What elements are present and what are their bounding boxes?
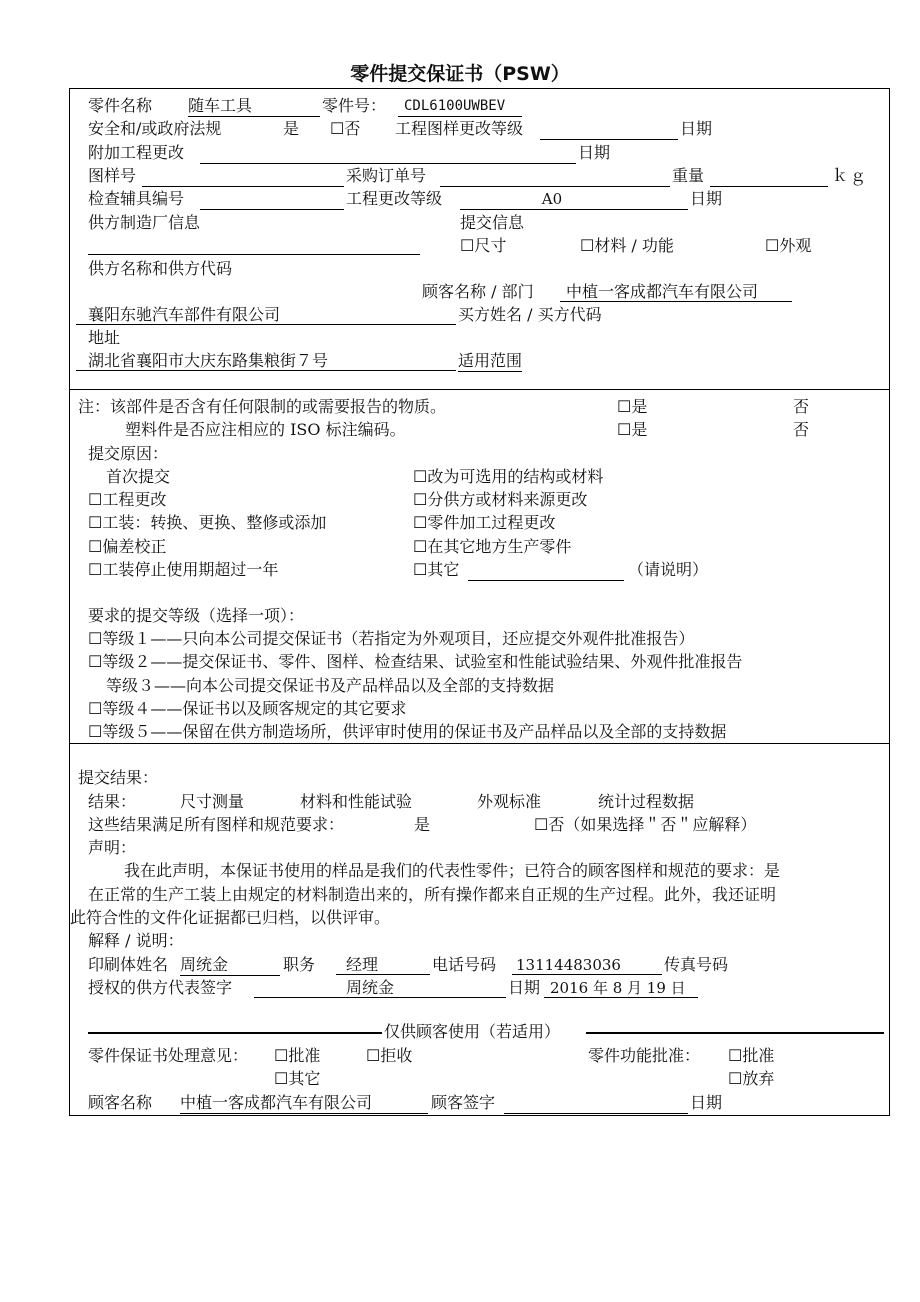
result-label: 结果： [88,792,137,811]
declaration-line-2: 在正常的生产工装上由规定的材料制造出来的，所有操作都来自正规的生产过程。此外，我还证明 [88,885,777,904]
part-name-label: 零件名称 [88,96,153,115]
note-iso-no[interactable]: 否 [793,420,810,439]
disposition-other-checkbox[interactable]: ☐其它 [274,1069,321,1088]
function-approve-checkbox[interactable]: ☐批准 [728,1046,775,1065]
reason-initial[interactable]: 首次提交 [106,467,171,486]
scope-label: 适用范围 [458,351,523,370]
material-checkbox[interactable]: ☐材料 / 功能 [580,236,674,255]
note-iso-marking: 塑料件是否应注相应的 ISO 标注编码。 [125,420,406,439]
reason-subsupplier[interactable]: ☐分供方或材料来源更改 [413,490,588,509]
meet-no-checkbox[interactable]: ☐否（如果选择＂否＂应解释） [534,815,757,834]
factory-info-field[interactable] [88,234,420,255]
meet-yes[interactable]: 是 [414,815,431,834]
date-label-2: 日期 [578,143,611,162]
dimension-checkbox[interactable]: ☐尺寸 [460,236,507,255]
explain-label: 解释 / 说明： [88,931,184,950]
disposition-approve-checkbox[interactable]: ☐批准 [274,1046,321,1065]
phone-label: 电话号码 [432,955,497,974]
eng-drawing-level-label: 工程图样更改等级 [395,119,524,138]
note-iso-yes-checkbox[interactable]: ☐是 [617,420,648,439]
date-label-3: 日期 [690,189,723,208]
po-label: 采购订单号 [346,166,427,185]
buyer-label: 买方姓名 / 买方代码 [458,305,602,324]
reason-deviation[interactable]: ☐偏差校正 [88,537,167,556]
section-divider-2 [69,743,890,744]
sign-date-label: 日期 [508,978,541,997]
reason-process-change[interactable]: ☐零件加工过程更改 [413,513,556,532]
function-waive-checkbox[interactable]: ☐放弃 [728,1069,775,1088]
function-approval-label: 零件功能批准： [588,1046,701,1065]
customer-name-label: 顾客名称 [88,1093,153,1112]
factory-info-label: 供方制造厂信息 [88,213,201,232]
authorized-sign-label: 授权的供方代表签字 [88,978,233,997]
position-label: 职务 [283,955,316,974]
part-number-field[interactable]: CDL6100UWBEV [398,96,522,117]
reason-other-location[interactable]: ☐在其它地方生产零件 [413,537,572,556]
result-dimension[interactable]: 尺寸测量 [180,792,245,811]
document-title: 零件提交保证书（PSW） [350,63,570,85]
result-appearance[interactable]: 外观标准 [477,792,542,811]
sign-date-field[interactable]: 2016 年 8 月 19 日 [544,978,698,998]
safety-yes[interactable]: 是 [283,119,300,138]
drawing-no-label: 图样号 [88,166,137,185]
level-5[interactable]: ☐等级５——保留在供方制造场所，供评审时使用的保证书及产品样品以及全部的支持数据 [88,722,727,741]
reason-other-checkbox[interactable]: ☐其它 [413,560,460,579]
submission-info-label: 提交信息 [460,213,525,232]
note-substance: 注：该部件是否含有任何限制的或需要报告的物质。 [78,397,447,416]
part-name-field[interactable]: 随车工具 [188,96,320,117]
levels-label: 要求的提交等级（选择一项）： [88,606,305,625]
weight-field[interactable] [710,166,828,187]
weight-unit: ｋｇ [832,166,869,185]
aid-no-label: 检查辅具编号 [88,189,185,208]
po-field[interactable] [440,166,670,187]
customer-name-field[interactable]: 中植一客成都汽车有限公司 [180,1093,428,1114]
weight-label: 重量 [672,166,705,185]
customer-sign-label: 顾客签字 [431,1093,496,1112]
supplier-name-code-label: 供方名称和供方代码 [88,259,233,278]
aid-no-field[interactable] [200,189,344,210]
address-field[interactable]: 湖北省襄阳市大庆东路集粮街７号 [76,351,456,371]
level-3[interactable]: 等级３——向本公司提交保证书及产品样品以及全部的支持数据 [106,676,555,695]
eng-drawing-level-field[interactable] [540,119,678,140]
add-eng-change-field[interactable] [200,143,576,164]
safety-no-checkbox[interactable]: ☐否 [330,119,361,138]
reasons-label: 提交原因： [88,444,169,463]
position-field[interactable]: 经理 [336,955,430,975]
customer-date-label: 日期 [690,1093,723,1112]
supplier-name-field[interactable]: 襄阳东驰汽车部件有限公司 [76,305,456,325]
reason-explain-note: （请说明） [628,560,709,579]
drawing-no-field[interactable] [142,166,344,187]
declaration-line-3: 此符合性的文件化证据都已归档，以供评审。 [70,908,391,927]
eng-change-level-label: 工程更改等级 [346,189,443,208]
reason-other-field[interactable] [468,560,624,581]
customer-use-rule-left [88,1032,382,1034]
section-divider-1 [69,389,890,390]
add-eng-change-label: 附加工程更改 [88,143,185,162]
safety-label: 安全和/或政府法规 [88,119,222,138]
note-substance-yes-checkbox[interactable]: ☐是 [617,397,648,416]
print-name-field[interactable]: 周统金 [180,955,280,976]
disposition-label: 零件保证书处理意见： [88,1046,249,1065]
customer-dept-label: 顾客名称 / 部门 [422,282,534,301]
note-substance-no[interactable]: 否 [793,397,810,416]
declaration-label: 声明： [88,838,137,857]
reason-eng-change[interactable]: ☐工程更改 [88,490,167,509]
eng-change-level-field[interactable] [460,189,688,210]
customer-use-rule-right [586,1032,884,1034]
authorized-sign-field[interactable]: 周统金 [254,978,506,998]
part-number-label: 零件号： [322,96,387,115]
reason-tooling-inactive[interactable]: ☐工装停止使用期超过一年 [88,560,279,579]
eng-change-level-value: A0 [541,190,563,208]
meet-requirements-label: 这些结果满足所有图样和规范要求： [88,815,345,834]
date-label-1: 日期 [680,119,713,138]
reason-tooling[interactable]: ☐工装：转换、更换、整修或添加 [88,513,327,532]
level-4[interactable]: ☐等级４——保证书以及顾客规定的其它要求 [88,699,407,718]
customer-use-title: 仅供顾客使用（若适用） [384,1022,561,1041]
address-label: 地址 [88,328,121,347]
declaration-line-1: 我在此声明，本保证书使用的样品是我们的代表性零件；已符合的顾客图样和规范的要求：是 [124,861,781,880]
level-1[interactable]: ☐等级１——只向本公司提交保证书（若指定为外观项目，还应提交外观件批准报告） [88,629,695,648]
fax-label: 传真号码 [664,955,729,974]
customer-dept-field[interactable]: 中植一客成都汽车有限公司 [560,282,792,302]
appearance-checkbox[interactable]: ☐外观 [765,236,812,255]
disposition-reject-checkbox[interactable]: ☐拒收 [366,1046,413,1065]
print-name-label: 印刷体姓名 [88,955,169,974]
customer-sign-field[interactable] [504,1093,688,1114]
result-spc[interactable]: 统计过程数据 [598,792,695,811]
results-label: 提交结果： [78,768,159,787]
result-material[interactable]: 材料和性能试验 [300,792,413,811]
level-2[interactable]: ☐等级２——提交保证书、零件、图样、检查结果、试验室和性能试验结果、外观件批准报告 [88,652,743,671]
reason-optional-material[interactable]: ☐改为可选用的结构或材料 [413,467,604,486]
phone-field[interactable]: 13114483036 [512,955,662,975]
